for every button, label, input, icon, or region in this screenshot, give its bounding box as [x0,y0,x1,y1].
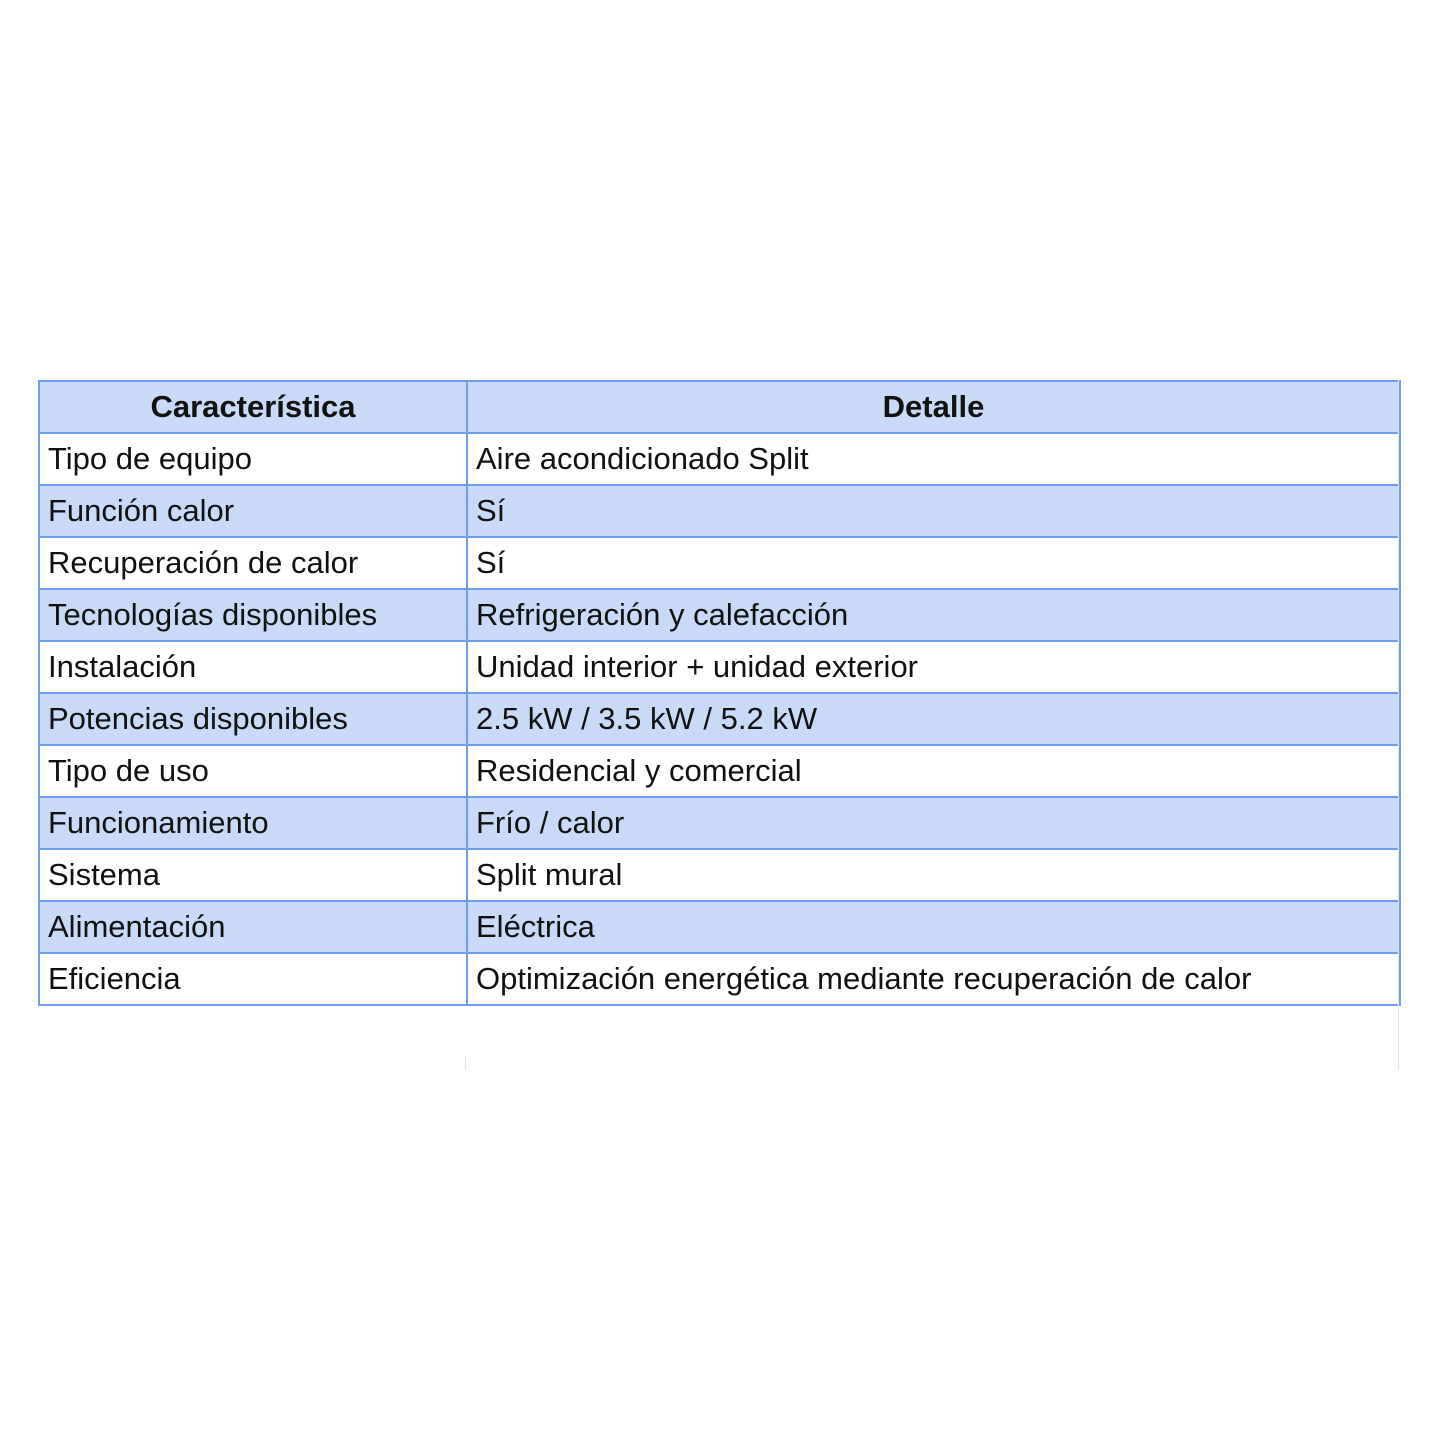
cell-feature: Potencias disponibles [39,693,467,745]
cell-detail: Residencial y comercial [467,745,1400,797]
table-row [39,693,1400,745]
table-row [39,953,1400,1005]
sheet-gridline-right [1398,378,1399,1070]
cell-detail: Unidad interior + unidad exterior [467,641,1400,693]
cell-detail: Sí [467,537,1400,589]
table-row [39,433,1400,485]
cell-detail: Optimización energética mediante recuperación de calor [467,953,1400,1005]
cell-detail: Frío / calor [467,797,1400,849]
table-row [39,485,1400,537]
sheet-gridline-mid [465,1056,466,1070]
cell-detail: Aire acondicionado Split [467,433,1400,485]
cell-detail: Refrigeración y calefacción [467,589,1400,641]
cell-feature: Tipo de uso [39,745,467,797]
spec-table [38,380,1401,1006]
table-row [39,901,1400,953]
cell-feature: Recuperación de calor [39,537,467,589]
cell-feature: Eficiencia [39,953,467,1005]
table-row [39,589,1400,641]
cell-detail: Sí [467,485,1400,537]
table-header-row [39,381,1400,433]
header-cell-caracteristica: Característica [39,381,467,433]
cell-detail: Eléctrica [467,901,1400,953]
cell-feature: Tipo de equipo [39,433,467,485]
cell-feature: Función calor [39,485,467,537]
table-row [39,849,1400,901]
cell-feature: Instalación [39,641,467,693]
cell-feature: Funcionamiento [39,797,467,849]
table-row [39,641,1400,693]
header-cell-detalle: Detalle [467,381,1400,433]
cell-feature: Sistema [39,849,467,901]
cell-detail: Split mural [467,849,1400,901]
cell-detail: 2.5 kW / 3.5 kW / 5.2 kW [467,693,1400,745]
table-row [39,797,1400,849]
table-row [39,537,1400,589]
spec-table-container [38,380,1399,1006]
cell-feature: Tecnologías disponibles [39,589,467,641]
cell-feature: Alimentación [39,901,467,953]
table-row [39,745,1400,797]
